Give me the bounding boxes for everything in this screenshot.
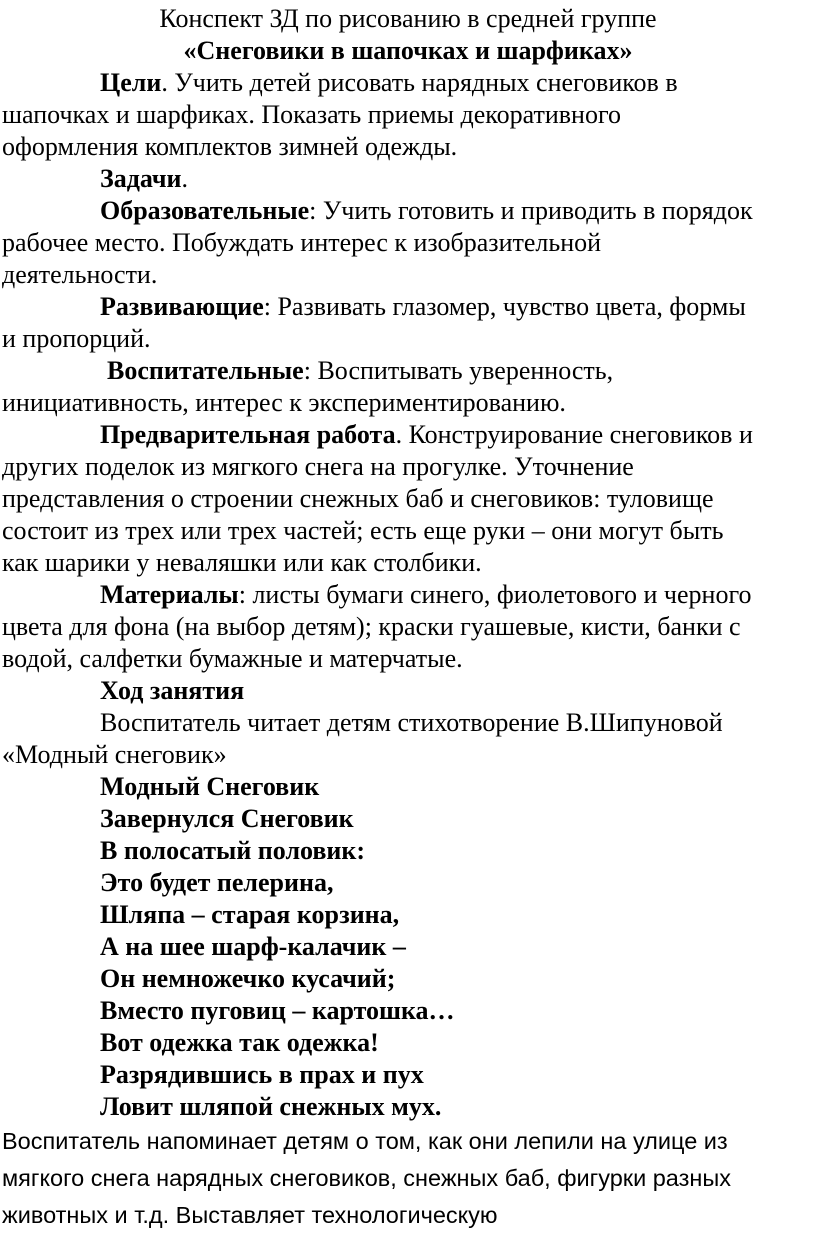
educational-text-1: : Учить готовить и приводить в порядок	[309, 196, 753, 225]
developing-label: Развивающие	[100, 292, 264, 321]
upbringing-text-1: : Воспитывать уверенность,	[303, 356, 614, 385]
developing-line1	[0, 291, 816, 322]
poem-line: Он немножечко кусачий;	[100, 964, 396, 993]
poem-line: Вместо пуговиц – картошка…	[100, 996, 455, 1025]
closing-line3: животных и т.д. Выставляет технологическую	[2, 1202, 498, 1228]
educational-label: Образовательные	[100, 196, 310, 225]
goals-line2: шапочках и шарфиках. Показать приемы декоративного	[2, 100, 621, 129]
poem-line: А на шее шарф-калачик –	[100, 932, 406, 961]
educational-line1	[0, 195, 816, 226]
reads-line1: Воспитатель читает детям стихотворение В.Шипуновой	[100, 708, 723, 737]
tasks-line	[0, 163, 816, 194]
materials-line3: водой, салфетки бумажные и матерчатые.	[2, 644, 463, 673]
closing-line1: Воспитатель напоминает детям о том, как они лепили на улице из	[2, 1128, 728, 1154]
prelim-line2: других поделок из мягкого снега на прогулке. Уточнение	[2, 452, 634, 481]
poem-line: Шляпа – старая корзина,	[100, 900, 400, 929]
prelim-line4: состоит из трех или трех частей; есть еще руки – они могут быть	[2, 516, 724, 545]
course-heading: Ход занятия	[100, 676, 245, 705]
prelim-line1	[0, 419, 816, 450]
doc-title-line1: Конспект ЗД по рисованию в средней группе	[159, 4, 657, 33]
poem-line: Ловит шляпой снежных мух.	[100, 1092, 442, 1121]
developing-line2: и пропорций.	[2, 324, 151, 353]
poem-line: Разрядившись в прах и пух	[100, 1060, 424, 1089]
prelim-text-1: . Конструирование снеговиков и	[395, 420, 753, 449]
educational-line2: рабочее место. Побуждать интерес к изобразительной	[2, 228, 602, 257]
poem-line: Завернулся Снеговик	[100, 804, 354, 833]
poem-line: Это будет пелерина,	[100, 868, 334, 897]
doc-title-line2: «Снеговики в шапочках и шарфиках»	[183, 36, 633, 65]
educational-line3: деятельности.	[2, 260, 158, 289]
poem-line: В полосатый половик:	[100, 836, 366, 865]
closing-line2: мягкого снега нарядных снеговиков, снежных баб, фигурки разных	[2, 1165, 732, 1191]
tasks-text: .	[181, 164, 188, 193]
materials-line1	[0, 579, 816, 610]
goals-line3: оформления комплектов зимней одежды.	[2, 132, 458, 161]
upbringing-line1	[0, 355, 816, 386]
prelim-line5: как шарики у неваляшки или как столбики.	[2, 548, 482, 577]
materials-label: Материалы	[100, 580, 239, 609]
reads-line2: «Модный снеговик»	[2, 740, 227, 769]
prelim-label: Предварительная работа	[100, 420, 396, 449]
upbringing-label: Воспитательные	[107, 356, 304, 385]
goals-text-1: . Учить детей рисовать нарядных снеговиков в	[161, 68, 678, 97]
poem-line: Модный Снеговик	[100, 772, 320, 801]
developing-text-1: : Развивать глазомер, чувство цвета, формы	[263, 292, 746, 321]
upbringing-line2: инициативность, интерес к экспериментированию.	[2, 388, 566, 417]
materials-text-1: : листы бумаги синего, фиолетового и черного	[238, 580, 752, 609]
goals-label: Цели	[100, 68, 162, 97]
prelim-line3: представления о строении снежных баб и снеговиков: туловище	[2, 484, 714, 513]
materials-line2: цвета для фона (на выбор детям); краски гуашевые, кисти, банки с	[2, 612, 741, 641]
tasks-label: Задачи	[100, 164, 182, 193]
goals-line1	[0, 67, 816, 98]
poem-line: Вот одежка так одежка!	[100, 1028, 379, 1057]
